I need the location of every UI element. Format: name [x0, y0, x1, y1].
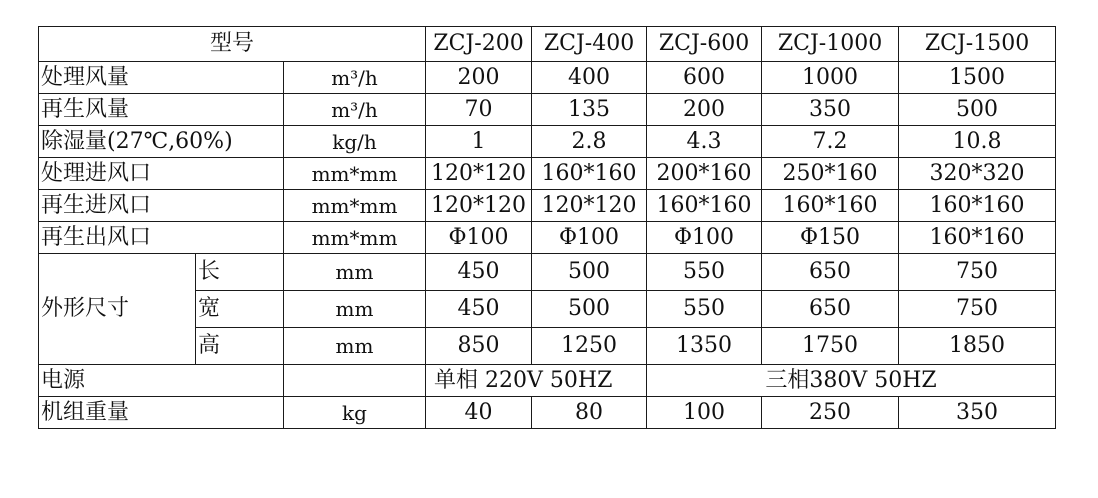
value-cell: 10.8	[899, 126, 1056, 158]
value-cell: 400	[532, 62, 647, 94]
table-row	[39, 94, 1056, 126]
power-three-phase: 三相380V 50HZ	[647, 365, 1056, 397]
unit-cell: mm*mm	[284, 190, 426, 222]
table-row	[39, 126, 1056, 158]
value-cell: 250	[762, 397, 899, 429]
value-cell: 650	[762, 254, 899, 291]
value-cell: 450	[426, 291, 532, 328]
table-row	[39, 222, 1056, 254]
spec-table	[38, 26, 1056, 429]
value-cell: 1850	[899, 328, 1056, 365]
dimension-sub-label: 高	[196, 328, 284, 365]
value-cell: 1350	[647, 328, 762, 365]
row-label: 处理风量	[39, 62, 284, 94]
value-cell: 120*120	[426, 190, 532, 222]
value-cell: 1750	[762, 328, 899, 365]
value-cell: 320*320	[899, 158, 1056, 190]
value-cell: 1500	[899, 62, 1056, 94]
value-cell: 160*160	[899, 222, 1056, 254]
unit-cell: mm	[284, 254, 426, 291]
value-cell: 500	[532, 254, 647, 291]
power-single-phase: 单相 220V 50HZ	[426, 365, 647, 397]
table-row	[39, 62, 1056, 94]
unit-cell: kg/h	[284, 126, 426, 158]
value-cell: 1250	[532, 328, 647, 365]
model-name: ZCJ-200	[426, 27, 532, 62]
unit-cell: kg	[284, 397, 426, 429]
dimensions-label: 外形尺寸	[39, 254, 196, 365]
dimension-sub-label: 宽	[196, 291, 284, 328]
value-cell: 160*160	[532, 158, 647, 190]
value-cell: 550	[647, 254, 762, 291]
value-cell: 500	[899, 94, 1056, 126]
model-name: ZCJ-1500	[899, 27, 1056, 62]
value-cell: Φ150	[762, 222, 899, 254]
value-cell: 550	[647, 291, 762, 328]
unit-cell: mm	[284, 328, 426, 365]
table-row	[39, 158, 1056, 190]
value-cell: 160*160	[899, 190, 1056, 222]
value-cell: 120*120	[426, 158, 532, 190]
value-cell: Φ100	[647, 222, 762, 254]
table-row	[39, 365, 1056, 397]
dimension-sub-label: 长	[196, 254, 284, 291]
value-cell: 200	[426, 62, 532, 94]
table-row	[39, 254, 1056, 291]
value-cell: 200	[647, 94, 762, 126]
value-cell: 650	[762, 291, 899, 328]
value-cell: 80	[532, 397, 647, 429]
value-cell: 160*160	[762, 190, 899, 222]
table-row	[39, 397, 1056, 429]
model-name: ZCJ-1000	[762, 27, 899, 62]
row-label: 再生进风口	[39, 190, 284, 222]
value-cell: 160*160	[647, 190, 762, 222]
value-cell: 600	[647, 62, 762, 94]
value-cell: 850	[426, 328, 532, 365]
row-label: 机组重量	[39, 397, 284, 429]
value-cell: 500	[532, 291, 647, 328]
row-label: 处理进风口	[39, 158, 284, 190]
value-cell: Φ100	[532, 222, 647, 254]
unit-cell	[284, 365, 426, 397]
value-cell: 135	[532, 94, 647, 126]
row-label: 除湿量(27℃,60%)	[39, 126, 284, 158]
value-cell: 750	[899, 254, 1056, 291]
value-cell: 350	[899, 397, 1056, 429]
table-row	[39, 190, 1056, 222]
value-cell: 100	[647, 397, 762, 429]
model-header-label: 型号	[39, 27, 426, 62]
row-label: 再生出风口	[39, 222, 284, 254]
row-label: 再生风量	[39, 94, 284, 126]
value-cell: 40	[426, 397, 532, 429]
value-cell: 1	[426, 126, 532, 158]
unit-cell: m³/h	[284, 62, 426, 94]
value-cell: 250*160	[762, 158, 899, 190]
unit-cell: mm*mm	[284, 158, 426, 190]
unit-cell: mm*mm	[284, 222, 426, 254]
unit-cell: m³/h	[284, 94, 426, 126]
value-cell: 4.3	[647, 126, 762, 158]
value-cell: 7.2	[762, 126, 899, 158]
model-name: ZCJ-600	[647, 27, 762, 62]
row-label: 电源	[39, 365, 284, 397]
value-cell: 450	[426, 254, 532, 291]
value-cell: 1000	[762, 62, 899, 94]
unit-cell: mm	[284, 291, 426, 328]
value-cell: 70	[426, 94, 532, 126]
value-cell: Φ100	[426, 222, 532, 254]
value-cell: 120*120	[532, 190, 647, 222]
value-cell: 200*160	[647, 158, 762, 190]
value-cell: 2.8	[532, 126, 647, 158]
value-cell: 350	[762, 94, 899, 126]
model-name: ZCJ-400	[532, 27, 647, 62]
value-cell: 750	[899, 291, 1056, 328]
header-row	[39, 27, 1056, 62]
